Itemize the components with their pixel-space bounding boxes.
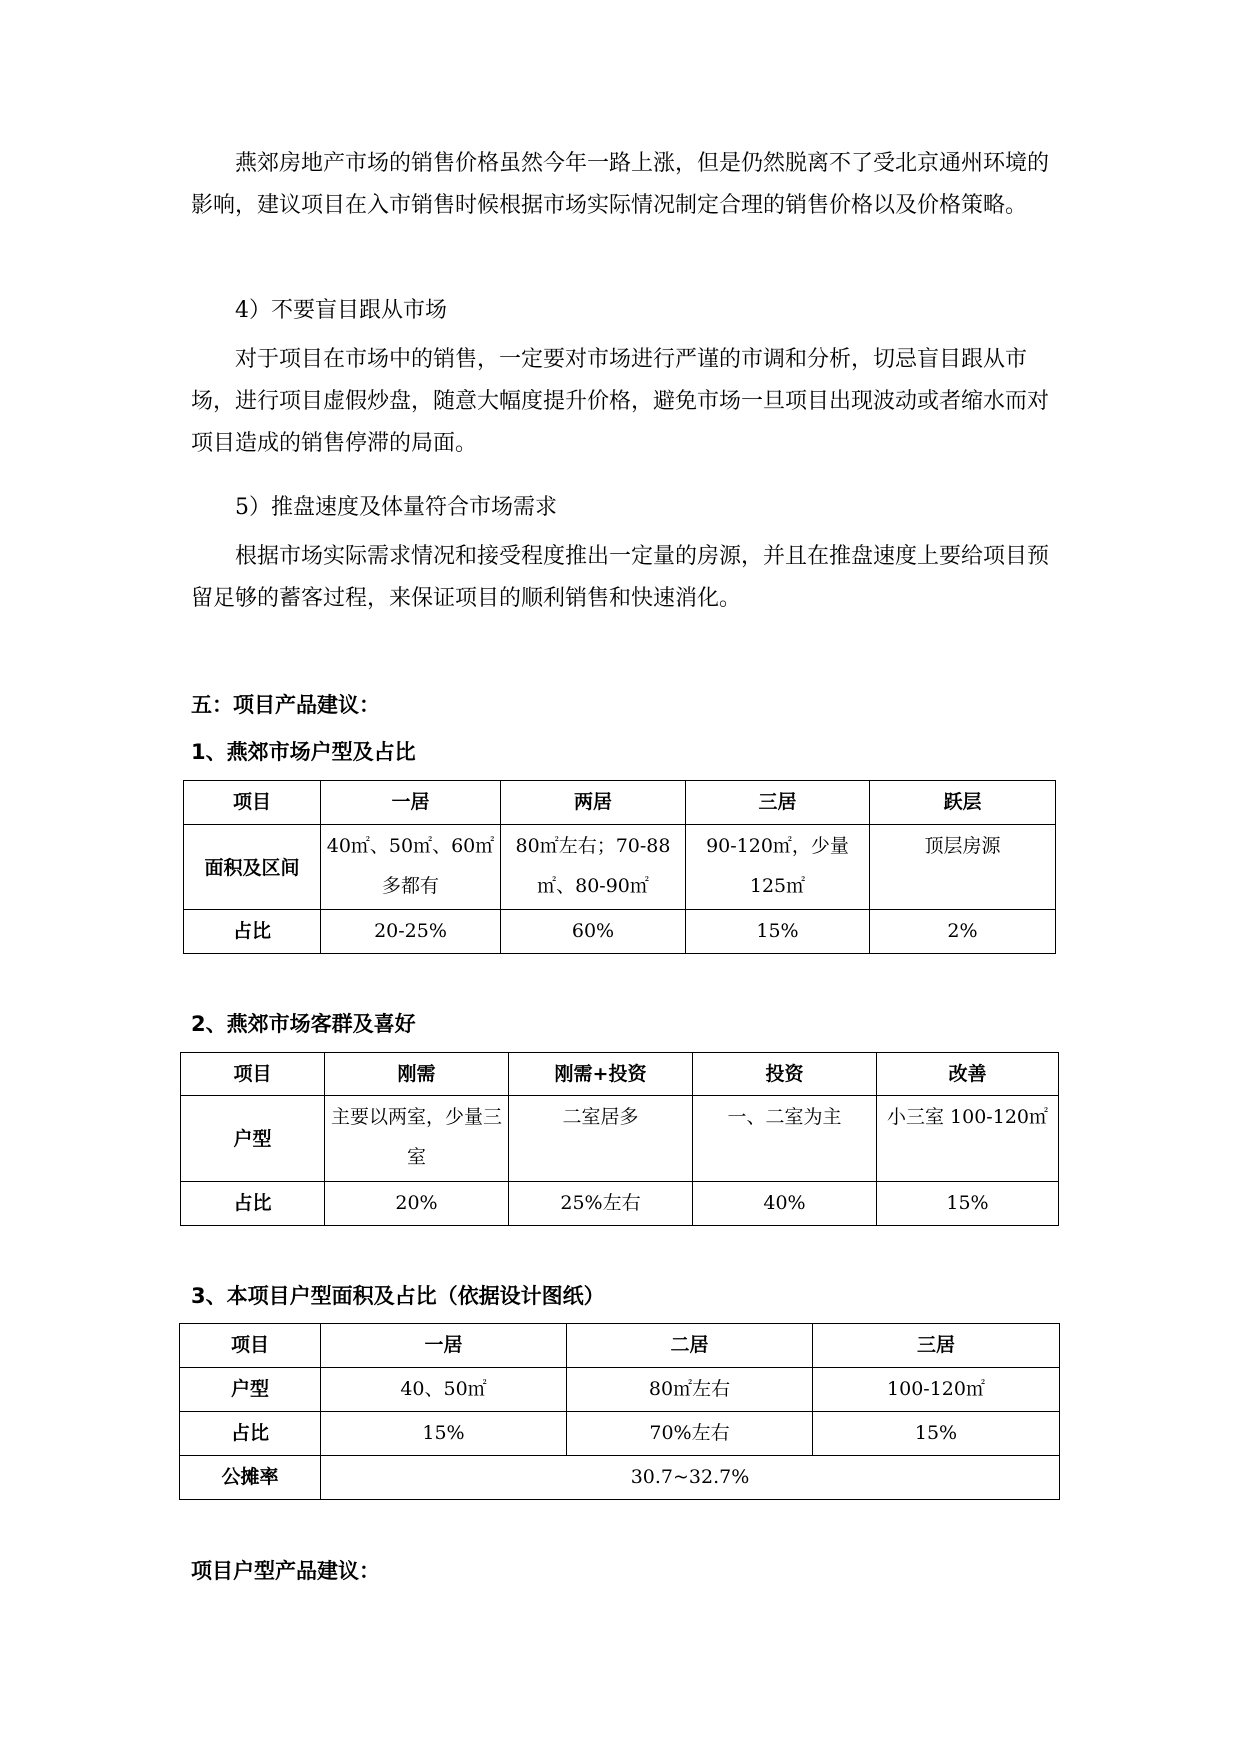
subheading-5: 5）推盘速度及体量符合市场需求 (235, 495, 557, 520)
table-cell: 主要以两室，少量三室 (325, 1096, 509, 1182)
customer-group-table (180, 1052, 1059, 1226)
table-cell: 2% (870, 910, 1056, 954)
table-cell: 100-120㎡ (813, 1368, 1060, 1412)
market-layout-table (183, 780, 1056, 954)
table-cell: 一、二室为主 (693, 1096, 877, 1182)
table-row (184, 781, 1056, 825)
table-header-cell: 两居 (501, 781, 686, 825)
table-cell: 15% (321, 1412, 567, 1456)
table-cell: 40% (693, 1182, 877, 1226)
table-cell: 顶层房源 (870, 825, 1056, 910)
table-cell: 40㎡、50㎡、60㎡多都有 (321, 825, 501, 910)
row-label: 户型 (181, 1096, 325, 1182)
row-label: 公摊率 (180, 1456, 321, 1500)
row-label: 占比 (181, 1182, 325, 1226)
table-cell: 15% (686, 910, 870, 954)
subheading-4: 4）不要盲目跟从市场 (235, 298, 447, 323)
table-header-cell: 二居 (567, 1324, 813, 1368)
table-cell: 20% (325, 1182, 509, 1226)
table-row (180, 1324, 1060, 1368)
table2-title: 2、燕郊市场客群及喜好 (191, 1012, 416, 1036)
table-cell: 25%左右 (509, 1182, 693, 1226)
table-header-cell: 改善 (877, 1053, 1059, 1096)
table-header-cell: 项目 (180, 1324, 321, 1368)
table1-title: 1、燕郊市场户型及占比 (191, 740, 416, 764)
table-row (180, 1412, 1060, 1456)
table3-title: 3、本项目户型面积及占比（依据设计图纸） (191, 1284, 605, 1308)
table-cell: 70%左右 (567, 1412, 813, 1456)
table-cell: 15% (877, 1182, 1059, 1226)
row-label: 占比 (180, 1412, 321, 1456)
paragraph-price-strategy: 燕郊房地产市场的销售价格虽然今年一路上涨，但是仍然脱离不了受北京通州环境的影响，建议项目在入市销售时候根据市场实际情况制定合理的销售价格以及价格策略。 (191, 151, 1050, 218)
table-header-cell: 投资 (693, 1053, 877, 1096)
row-label: 面积及区间 (184, 825, 321, 910)
row-label: 户型 (180, 1368, 321, 1412)
paragraph-supply: 根据市场实际需求情况和接受程度推出一定量的房源，并且在推盘速度上要给项目预留足够的蓄客过程，来保证项目的顺利销售和快速消化。 (191, 544, 1050, 611)
project-layout-table (179, 1323, 1060, 1500)
table-cell: 90-120㎡，少量125㎡ (686, 825, 870, 910)
table-header-cell: 三居 (813, 1324, 1060, 1368)
table-row (184, 910, 1056, 954)
table-row (180, 1368, 1060, 1412)
table-header-cell: 项目 (181, 1053, 325, 1096)
table-row (180, 1456, 1060, 1500)
table-cell: 20-25% (321, 910, 501, 954)
share-rate-value: 30.7~32.7% (321, 1456, 1060, 1500)
table-header-cell: 刚需+投资 (509, 1053, 693, 1096)
table-row (181, 1182, 1059, 1226)
table-header-cell: 一居 (321, 1324, 567, 1368)
table-cell: 40、50㎡ (321, 1368, 567, 1412)
table-header-cell: 跃层 (870, 781, 1056, 825)
table-header-cell: 项目 (184, 781, 321, 825)
table-cell: 15% (813, 1412, 1060, 1456)
table-cell: 二室居多 (509, 1096, 693, 1182)
row-label: 占比 (184, 910, 321, 954)
closing-title: 项目户型产品建议： (191, 1559, 380, 1583)
table-cell: 60% (501, 910, 686, 954)
table-header-cell: 一居 (321, 781, 501, 825)
table-cell: 小三室 100-120㎡ (877, 1096, 1059, 1182)
paragraph-market-follow: 对于项目在市场中的销售，一定要对市场进行严谨的市调和分析，切忌盲目跟从市场，进行项目虚假炒盘，随意大幅度提升价格，避免市场一旦项目出现波动或者缩水而对项目造成的销售停滞的局面。 (191, 347, 1050, 456)
table-row (181, 1053, 1059, 1096)
table-row (181, 1096, 1059, 1182)
table-header-cell: 三居 (686, 781, 870, 825)
table-cell: 80㎡左右；70-88㎡、80-90㎡ (501, 825, 686, 910)
table-row (184, 825, 1056, 910)
section-title: 五：项目产品建议： (191, 693, 380, 717)
table-cell: 80㎡左右 (567, 1368, 813, 1412)
table-header-cell: 刚需 (325, 1053, 509, 1096)
